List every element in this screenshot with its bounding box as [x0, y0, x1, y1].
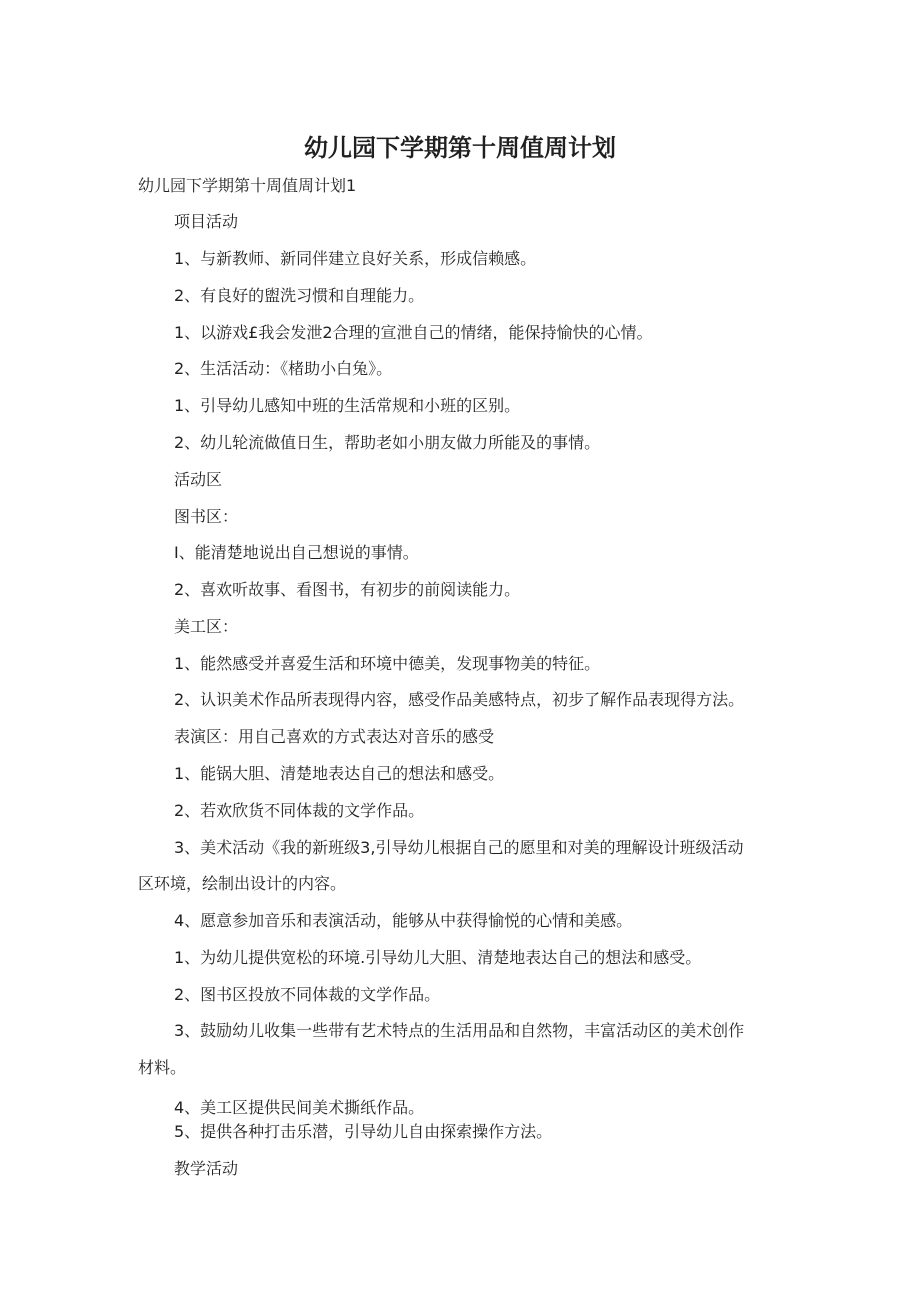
- paragraph-line: 2、有良好的盥洗习惯和自理能力。: [174, 286, 425, 305]
- paragraph-line: 2、幼儿轮流做值日生，帮助老如小朋友做力所能及的事情。: [174, 433, 601, 452]
- paragraph-line-continued: 区环境，绘制出设计的内容。: [138, 874, 347, 893]
- paragraph-line: 2、认识美术作品所表现得内容，感受作品美感特点，初步了解作品表现得方法。: [174, 690, 745, 709]
- paragraph-line: 3、鼓励幼儿收集一些带有艺术特点的生活用品和自然物，丰富活动区的美术创作: [174, 1021, 745, 1040]
- paragraph-line: 2、图书区投放不同体裁的文学作品。: [174, 985, 441, 1004]
- paragraph-line: 1、引导幼儿感知中班的生活常规和小班的区别。: [174, 396, 521, 415]
- section-heading: 图书区：: [174, 507, 239, 526]
- page-title: 幼儿园下学期第十周值周计划: [304, 134, 616, 162]
- paragraph-line: 2、若欢欣货不同体裁的文学作品。: [174, 801, 425, 820]
- paragraph-line: 4、美工区提供民间美术撕纸作品。: [174, 1098, 425, 1117]
- section-heading: 活动区: [174, 470, 223, 489]
- section-heading: 表演区：用自己喜欢的方式表达对音乐的感受: [174, 727, 495, 746]
- paragraph-line: 3、美术活动《我的新班级3,引导幼儿根据自己的愿里和对美的理解设计班级活动: [174, 838, 744, 857]
- paragraph-line: 2、生活活动：《楮助小白兔》。: [174, 359, 393, 378]
- paragraph-line: 1、能然感受并喜爱生活和环境中德美，发现事物美的特征。: [174, 654, 601, 673]
- paragraph-line-continued: 材料。: [138, 1058, 187, 1077]
- paragraph-line: 4、愿意参加音乐和表演活动，能够从中获得愉悦的心情和美感。: [174, 911, 633, 930]
- paragraph-line: 2、喜欢听故事、看图书，有初步的前阅读能力。: [174, 580, 521, 599]
- section-heading: 教学活动: [174, 1159, 239, 1178]
- paragraph-line: 5、提供各种打击乐潜，引导幼儿自由探索操作方法。: [174, 1122, 553, 1141]
- paragraph-line: 1、与新教师、新同伴建立良好关系，形成信赖感。: [174, 249, 537, 268]
- section-heading: 美工区：: [174, 617, 239, 636]
- paragraph-line: 1、以游戏£我会发泄2合理的宣泄自己的情绪，能保持愉快的心情。: [174, 323, 653, 342]
- document-subtitle: 幼儿园下学期第十周值周计划1: [138, 176, 357, 195]
- paragraph-line: 项目活动: [174, 212, 239, 231]
- paragraph-line: 1、为幼儿提供宽松的环境.引导幼儿大胆、清楚地表达自己的想法和感受。: [174, 948, 702, 967]
- paragraph-line: 1、能锅大胆、清楚地表达自己的想法和感受。: [174, 764, 505, 783]
- paragraph-line: I、能清楚地说出自己想说的事情。: [174, 543, 419, 562]
